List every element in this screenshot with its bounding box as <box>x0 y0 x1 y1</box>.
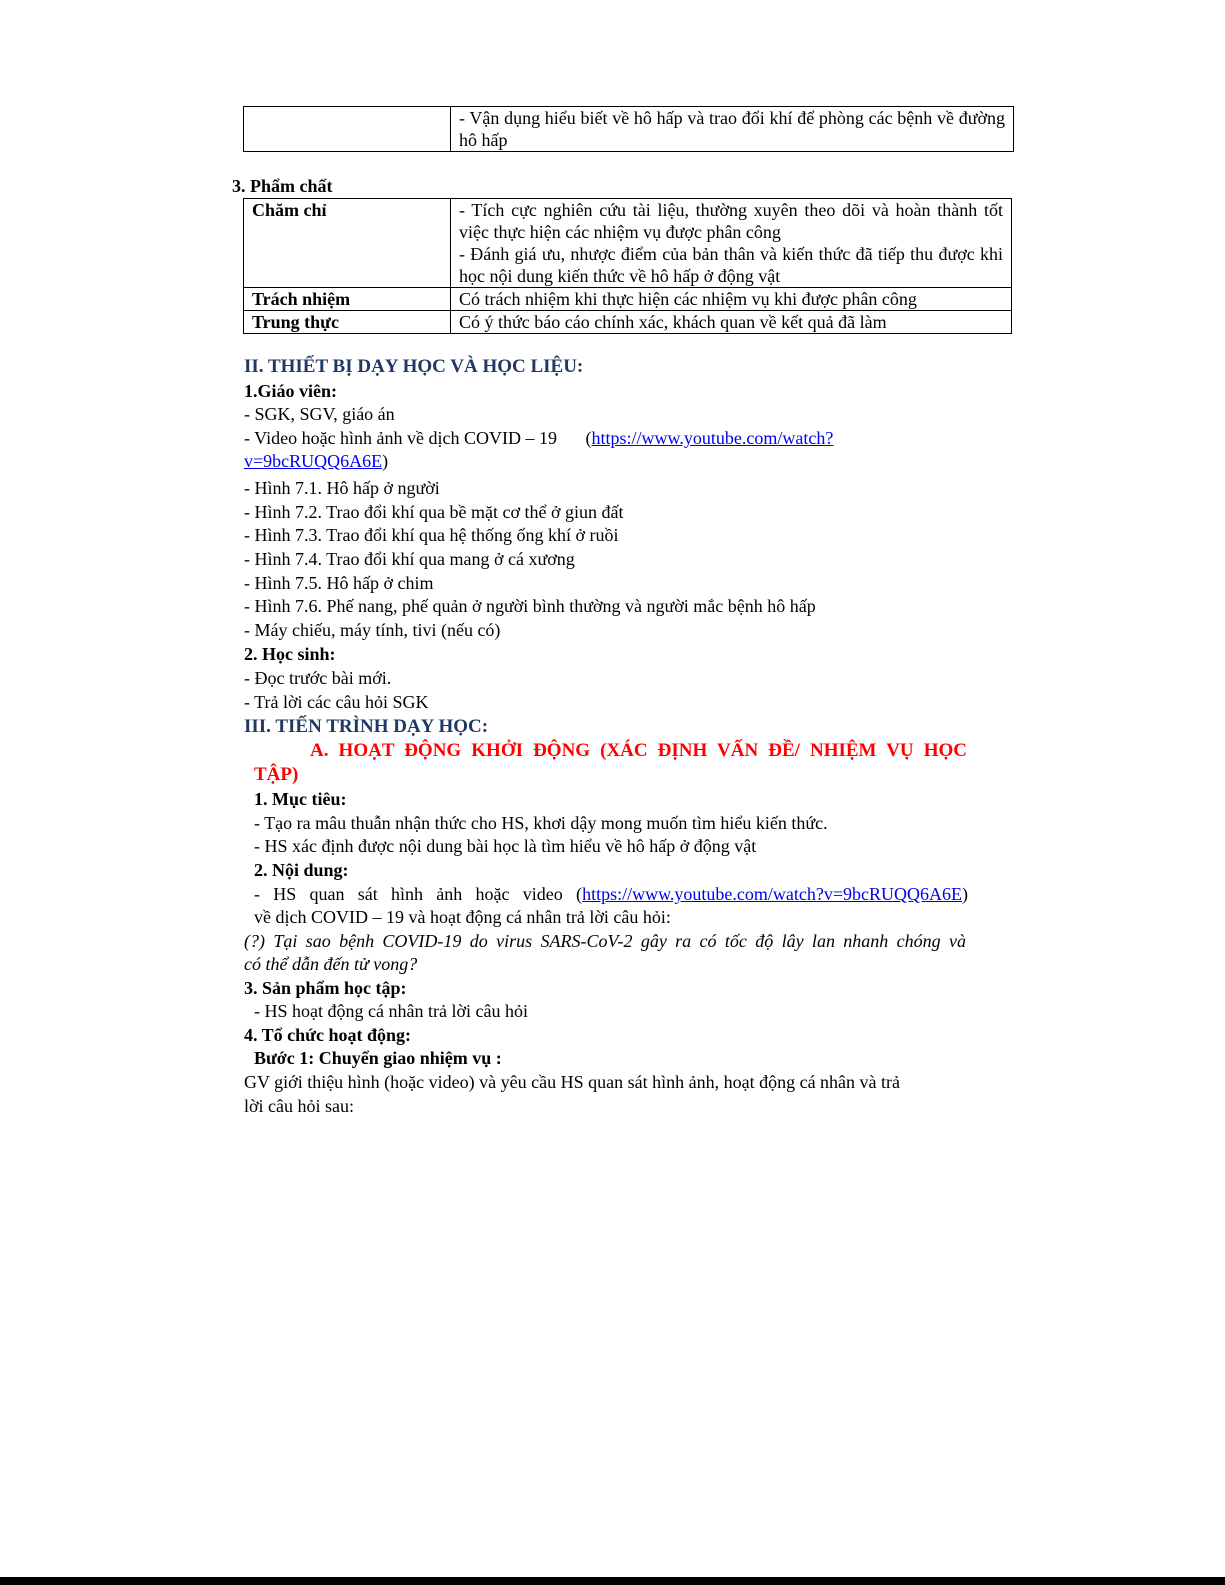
activity-a-heading-cont: TẬP) <box>254 764 299 785</box>
noi-dung-close: ) <box>962 884 968 904</box>
list-item: - Hình 7.6. Phế nang, phế quản ở người bình thường và người mắc bệnh hô hấp <box>244 596 816 616</box>
table-row <box>244 199 1012 288</box>
list-item: - Tạo ra mâu thuẫn nhận thức cho HS, khơi dậy mong muốn tìm hiểu kiến thức. <box>254 813 828 833</box>
san-pham-heading: 3. Sản phẩm học tập: <box>244 978 407 998</box>
noi-dung-heading: 2. Nội dung: <box>254 860 349 880</box>
list-item: - HS xác định được nội dung bài học là tìm hiểu về hô hấp ở động vật <box>254 836 757 856</box>
pham-chat-table <box>243 198 1012 334</box>
to-chuc-heading: 4. Tổ chức hoạt động: <box>244 1025 411 1045</box>
gv-instruction: GV giới thiệu hình (hoặc video) và yêu cầu HS quan sát hình ảnh, hoạt động cá nhân và trả <box>244 1072 901 1092</box>
noi-dung-text: - HS quan sát hình ảnh hoặc video ( <box>254 884 583 904</box>
cell-text: - Tích cực nghiên cứu tài liệu, thường xuyên theo dõi và hoàn thành tốt việc thực hiện các nhiệm vụ được phân công <box>459 200 1003 242</box>
video-text: - Video hoặc hình ảnh về dịch COVID – 19 <box>244 428 558 448</box>
activity-a-heading: A. HOẠT ĐỘNG KHỞI ĐỘNG (XÁC ĐỊNH VẤN ĐỀ/ NHIỆM VỤ HỌC <box>310 740 967 761</box>
video-line: - Video hoặc hình ảnh về dịch COVID – 19 (https://www.youtube.com/watch? <box>244 428 834 448</box>
text-cell: Có ý thức báo cáo chính xác, khách quan về kết quả đã làm <box>451 311 1012 334</box>
hs-heading: 2. Học sinh: <box>244 644 336 664</box>
video-link-cont[interactable]: v=9bcRUQQ6A6E <box>244 451 383 471</box>
page-bottom-border <box>0 1577 1225 1585</box>
pham-chat-heading: 3. Phẩm chất <box>232 176 333 196</box>
list-item: - Hình 7.5. Hô hấp ở chim <box>244 573 434 593</box>
list-item: - Máy chiếu, máy tính, tivi (nếu có) <box>244 620 501 640</box>
list-item: - Hình 7.2. Trao đổi khí qua bề mặt cơ thể ở giun đất <box>244 502 624 522</box>
cell-text: - Đánh giá ưu, nhược điểm của bản thân và kiến thức đã tiếp thu được khi học nội dung kiến thức về hô hấp ở động vật <box>459 244 1003 286</box>
empty-cell <box>244 107 451 152</box>
buoc1-heading: Bước 1: Chuyển giao nhiệm vụ : <box>254 1048 502 1068</box>
noi-dung-link[interactable]: https://www.youtube.com/watch?v=9bcRUQQ6A6E <box>582 884 962 904</box>
list-item: - Hình 7.4. Trao đổi khí qua mang ở cá xương <box>244 549 575 569</box>
list-item: - Đọc trước bài mới. <box>244 668 392 688</box>
video-link[interactable]: https://www.youtube.com/watch? <box>591 428 834 448</box>
noi-dung-line <box>254 883 968 906</box>
table-row <box>244 311 1012 334</box>
list-item: - SGK, SGV, giáo án <box>244 404 395 424</box>
table-row <box>244 288 1012 311</box>
noi-dung-line-2: về dịch COVID – 19 và hoạt động cá nhân trả lời câu hỏi: <box>254 907 671 927</box>
gv-instruction-cont: lời câu hỏi sau: <box>244 1096 354 1116</box>
video-line-2: v=9bcRUQQ6A6E) <box>244 451 389 471</box>
list-item: - Hình 7.3. Trao đổi khí qua hệ thống ống khí ở ruồi <box>244 525 619 545</box>
text-cell <box>451 199 1012 288</box>
section2-title: II. THIẾT BỊ DẠY HỌC VÀ HỌC LIỆU: <box>244 356 584 377</box>
muc-tieu-heading: 1. Mục tiêu: <box>254 789 347 809</box>
text-cell: Có trách nhiệm khi thực hiện các nhiệm vụ khi được phân công <box>451 288 1012 311</box>
gv-heading: 1.Giáo viên: <box>244 381 337 401</box>
label-cell: Trung thực <box>244 311 451 334</box>
list-item: - Hình 7.1. Hô hấp ở người <box>244 478 440 498</box>
list-item: - HS hoạt động cá nhân trả lời câu hỏi <box>254 1001 528 1021</box>
list-item: - Trả lời các câu hỏi SGK <box>244 692 429 712</box>
question-cont: có thể dẫn đến tử vong? <box>244 954 418 974</box>
competency-cell: - Vận dụng hiểu biết về hô hấp và trao đổi khí để phòng các bệnh về đường hô hấp <box>451 107 1014 152</box>
label-cell: Trách nhiệm <box>244 288 451 311</box>
label-cell: Chăm chỉ <box>244 199 451 288</box>
question: (?) Tại sao bệnh COVID-19 do virus SARS-CoV-2 gây ra có tốc độ lây lan nhanh chóng và <box>244 931 966 951</box>
competency-table <box>243 106 1014 152</box>
section3-title: III. TIẾN TRÌNH DẠY HỌC: <box>244 716 489 737</box>
